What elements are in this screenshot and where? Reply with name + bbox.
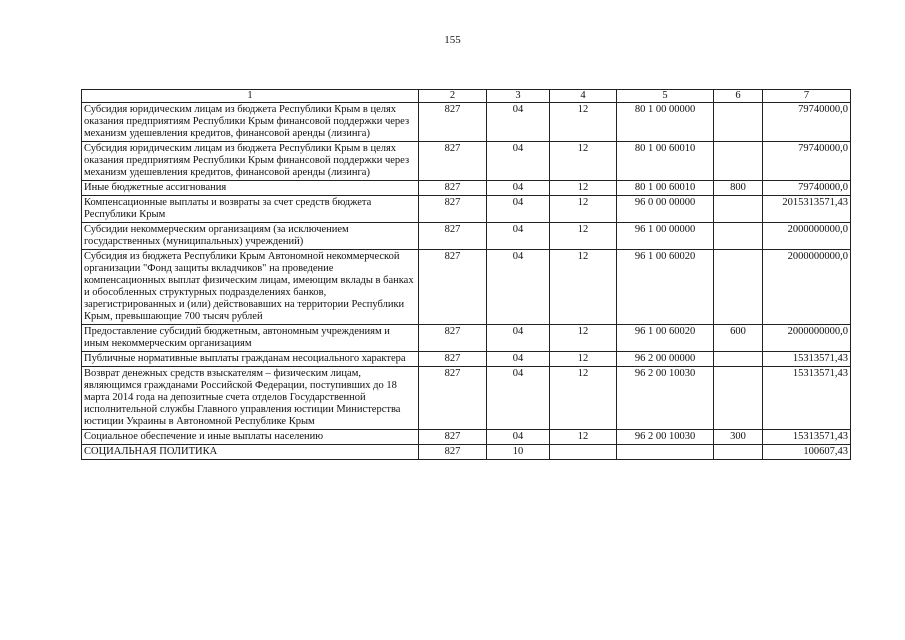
amount-cell: 79740000,0	[763, 103, 851, 142]
admin-code-cell: 827	[419, 250, 487, 325]
row-name-cell: Предоставление субсидий бюджетным, автономным учреждениям и иным некоммерческим организациям	[82, 325, 419, 352]
table-row	[82, 196, 851, 223]
section-cell: 04	[487, 142, 550, 181]
table-row	[82, 445, 851, 460]
expense-type-cell	[714, 223, 763, 250]
section-cell: 04	[487, 223, 550, 250]
amount-cell: 2000000000,0	[763, 325, 851, 352]
admin-code-cell: 827	[419, 445, 487, 460]
subsection-cell: 12	[550, 103, 617, 142]
expense-type-cell	[714, 352, 763, 367]
target-article-cell: 96 2 00 10030	[617, 430, 714, 445]
expense-type-cell	[714, 367, 763, 430]
target-article-cell: 96 1 00 60020	[617, 250, 714, 325]
column-header: 6	[714, 90, 763, 103]
section-cell: 04	[487, 352, 550, 367]
table-row	[82, 430, 851, 445]
subsection-cell: 12	[550, 196, 617, 223]
page-number: 155	[444, 34, 461, 46]
column-header: 7	[763, 90, 851, 103]
section-cell: 10	[487, 445, 550, 460]
row-name-cell: СОЦИАЛЬНАЯ ПОЛИТИКА	[82, 445, 419, 460]
target-article-cell: 96 2 00 00000	[617, 352, 714, 367]
row-name-cell: Компенсационные выплаты и возвраты за счет средств бюджета Республики Крым	[82, 196, 419, 223]
admin-code-cell: 827	[419, 103, 487, 142]
table-row	[82, 325, 851, 352]
target-article-cell: 80 1 00 00000	[617, 103, 714, 142]
row-name-cell: Субсидии некоммерческим организациям (за исключением государственных (муниципальных) учреждений)	[82, 223, 419, 250]
subsection-cell: 12	[550, 250, 617, 325]
subsection-cell: 12	[550, 325, 617, 352]
expense-type-cell: 300	[714, 430, 763, 445]
subsection-cell: 12	[550, 223, 617, 250]
admin-code-cell: 827	[419, 352, 487, 367]
column-header: 1	[82, 90, 419, 103]
target-article-cell	[617, 445, 714, 460]
amount-cell: 2000000000,0	[763, 223, 851, 250]
column-header: 5	[617, 90, 714, 103]
row-name-cell: Субсидия юридическим лицам из бюджета Республики Крым в целях оказания предприятиям Республики Крым финансовой поддержки через механизм удешевления кредитов, финансовой аренды (лизинга)	[82, 142, 419, 181]
amount-cell: 15313571,43	[763, 430, 851, 445]
subsection-cell: 12	[550, 142, 617, 181]
expense-type-cell	[714, 445, 763, 460]
subsection-cell: 12	[550, 430, 617, 445]
admin-code-cell: 827	[419, 325, 487, 352]
header-row	[82, 90, 851, 103]
section-cell: 04	[487, 181, 550, 196]
row-name-cell: Субсидия юридическим лицам из бюджета Республики Крым в целях оказания предприятиям Республики Крым финансовой поддержки через механизм удешевления кредитов, финансовой аренды (лизинга)	[82, 103, 419, 142]
target-article-cell: 80 1 00 60010	[617, 181, 714, 196]
row-name-cell: Публичные нормативные выплаты гражданам несоциального характера	[82, 352, 419, 367]
expense-type-cell	[714, 103, 763, 142]
table-row	[82, 103, 851, 142]
row-name-cell: Возврат денежных средств взыскателям – физическим лицам, являющимся гражданами Российской Федерации, поступивших до 18 марта 2014 года на депозитные счета отделов Государственной исполнительной службы Главного управления юстиции Министерства юстиции Украины в Автономной Республике Крым	[82, 367, 419, 430]
table-row	[82, 250, 851, 325]
subsection-cell: 12	[550, 367, 617, 430]
expense-type-cell	[714, 142, 763, 181]
target-article-cell: 96 1 00 00000	[617, 223, 714, 250]
amount-cell: 100607,43	[763, 445, 851, 460]
admin-code-cell: 827	[419, 181, 487, 196]
expense-type-cell: 600	[714, 325, 763, 352]
section-cell: 04	[487, 250, 550, 325]
target-article-cell: 96 2 00 10030	[617, 367, 714, 430]
section-cell: 04	[487, 196, 550, 223]
table-row	[82, 223, 851, 250]
amount-cell: 15313571,43	[763, 352, 851, 367]
column-header: 3	[487, 90, 550, 103]
column-header: 4	[550, 90, 617, 103]
target-article-cell: 96 0 00 00000	[617, 196, 714, 223]
row-name-cell: Иные бюджетные ассигнования	[82, 181, 419, 196]
expense-type-cell	[714, 196, 763, 223]
section-cell: 04	[487, 367, 550, 430]
subsection-cell	[550, 445, 617, 460]
admin-code-cell: 827	[419, 142, 487, 181]
table-row	[82, 367, 851, 430]
subsection-cell: 12	[550, 352, 617, 367]
target-article-cell: 96 1 00 60020	[617, 325, 714, 352]
target-article-cell: 80 1 00 60010	[617, 142, 714, 181]
row-name-cell: Субсидия из бюджета Республики Крым Автономной некоммерческой организации "Фонд защиты вкладчиков" на проведение компенсационных выплат физическим лицам, имеющим вклады в банках и обособленных структурных подразделениях банков, зарегистрированных и (или) действовавших на территории Республики Крым, превышающие 700 тысяч рублей	[82, 250, 419, 325]
admin-code-cell: 827	[419, 367, 487, 430]
amount-cell: 79740000,0	[763, 181, 851, 196]
table-row	[82, 352, 851, 367]
table-row	[82, 142, 851, 181]
budget-table	[81, 89, 851, 460]
subsection-cell: 12	[550, 181, 617, 196]
amount-cell: 15313571,43	[763, 367, 851, 430]
row-name-cell: Социальное обеспечение и иные выплаты населению	[82, 430, 419, 445]
column-header: 2	[419, 90, 487, 103]
expense-type-cell: 800	[714, 181, 763, 196]
section-cell: 04	[487, 430, 550, 445]
section-cell: 04	[487, 325, 550, 352]
amount-cell: 2000000000,0	[763, 250, 851, 325]
amount-cell: 2015313571,43	[763, 196, 851, 223]
admin-code-cell: 827	[419, 196, 487, 223]
admin-code-cell: 827	[419, 223, 487, 250]
expense-type-cell	[714, 250, 763, 325]
table-row	[82, 181, 851, 196]
admin-code-cell: 827	[419, 430, 487, 445]
section-cell: 04	[487, 103, 550, 142]
amount-cell: 79740000,0	[763, 142, 851, 181]
